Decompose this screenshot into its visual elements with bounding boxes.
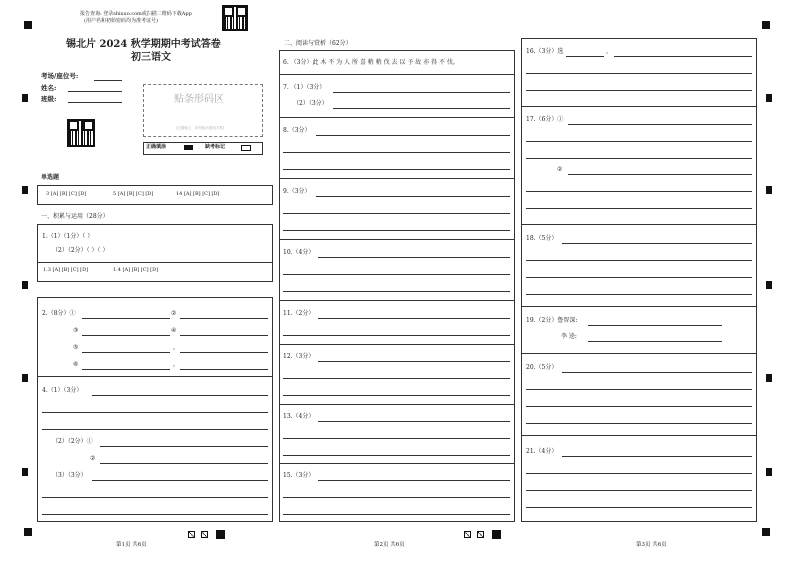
answer-line[interactable] [283, 152, 510, 153]
timing-mark [22, 186, 28, 194]
answer-line[interactable] [526, 490, 752, 491]
answer-line[interactable] [100, 463, 268, 464]
divider [279, 463, 515, 464]
field-class-input[interactable] [68, 102, 122, 103]
field-name-label: 姓名: [41, 84, 57, 92]
answer-line[interactable] [526, 406, 752, 407]
answer-line[interactable] [180, 335, 268, 336]
divider [521, 435, 757, 436]
divider [279, 239, 515, 240]
divider [279, 178, 515, 179]
page-footer: 第1页 共6页 [116, 542, 147, 548]
q2-divider [37, 376, 273, 377]
q15-label: 15.（3分） [283, 472, 315, 479]
answer-line[interactable] [614, 56, 752, 57]
divider [279, 117, 515, 118]
corner-mark [762, 21, 770, 29]
q17b-label: ② [557, 166, 563, 173]
answer-line[interactable] [283, 274, 510, 275]
answer-line[interactable] [526, 294, 752, 295]
q4-3-label: （3）（3分） [52, 472, 87, 479]
q2-mark: ④ [171, 327, 177, 334]
q2-comma: ， [173, 344, 180, 351]
q1-line1: 1.（1）（1分）（ ） [42, 233, 94, 240]
q16-label: 16.（3分）选 [526, 48, 564, 55]
q21-label: 21.（4分） [526, 448, 558, 455]
q7-1-label: 7. （1）（3分） [283, 84, 326, 91]
timing-mark [22, 374, 28, 382]
answer-line[interactable] [283, 455, 510, 456]
answer-line[interactable] [92, 480, 268, 481]
q13-label: 13.（4分） [283, 413, 315, 420]
corner-mark [24, 21, 32, 29]
q10-label: 10.（4分） [283, 249, 315, 256]
q9-label: 9.（3分） [283, 188, 311, 195]
answer-line[interactable] [318, 257, 510, 258]
answer-line[interactable] [318, 480, 510, 481]
answer-line[interactable] [333, 92, 510, 93]
answer-line[interactable] [42, 497, 268, 498]
fill-missing-label: 缺考标记 [205, 144, 226, 150]
page-footer: 第3页 共6页 [636, 542, 667, 548]
answer-line[interactable] [318, 361, 510, 362]
divider [279, 74, 515, 75]
timing-mark [766, 94, 772, 102]
answer-line[interactable] [316, 135, 510, 136]
answer-line[interactable] [526, 191, 752, 192]
q4-2b-label: ② [90, 455, 96, 462]
answer-line[interactable] [82, 369, 170, 370]
answer-line[interactable] [588, 325, 722, 326]
fill-missing-box[interactable] [241, 145, 251, 151]
q20-label: 20.（5分） [526, 364, 558, 371]
q6-text: 6. （3分）此 木 不 为 人 所 喜 稍 稍 伐 去 以 予 故 亦 得 不 伐。 [283, 59, 459, 66]
q16-comma: ， [606, 48, 613, 55]
answer-line[interactable] [526, 158, 752, 159]
answer-line[interactable] [566, 56, 604, 57]
q1-divider [37, 262, 273, 263]
answer-line[interactable] [283, 213, 510, 214]
mc-row-item[interactable]: 5 [A] [B] [C] [D] [113, 191, 154, 197]
q18-label: 18.（5分） [526, 235, 558, 242]
answer-line[interactable] [316, 196, 510, 197]
q2-label: 2.（8分）① [42, 310, 76, 317]
exam-title: 锡北片 2024 秋学期期中考试答卷 [66, 39, 221, 50]
section1-heading: 一、积累与运用（28分） [41, 213, 109, 220]
page-mark-fill [492, 530, 501, 539]
scan-note-sub: (用户名和初始密码均为准考证号) [84, 18, 158, 24]
timing-mark [766, 374, 772, 382]
col2-box [279, 50, 515, 522]
answer-line[interactable] [333, 108, 510, 109]
timing-mark [766, 186, 772, 194]
answer-line[interactable] [82, 352, 170, 353]
qr-code-icon[interactable] [222, 5, 248, 31]
answer-line[interactable] [526, 141, 752, 142]
q1-line2: （2）（2分）（ ）（ ） [52, 247, 109, 254]
answer-line[interactable] [82, 318, 170, 319]
answer-line[interactable] [180, 352, 268, 353]
answer-line[interactable] [562, 243, 752, 244]
field-class-label: 班级: [41, 95, 57, 103]
answer-line[interactable] [92, 395, 268, 396]
answer-line[interactable] [562, 456, 752, 457]
answer-line[interactable] [526, 90, 752, 91]
answer-line[interactable] [588, 341, 722, 342]
single-choice-heading: 单选题 [41, 174, 60, 181]
q4-1-label: 4.（1）（3分） [42, 387, 83, 394]
page-mark-icon [201, 531, 208, 538]
divider [521, 306, 757, 307]
answer-line[interactable] [526, 423, 752, 424]
q8-label: 8.（3分） [283, 127, 311, 134]
q12-label: 12.（3分） [283, 353, 315, 360]
mc-row2-item[interactable]: 1.3 [A] [B] [C] [D] [43, 267, 89, 273]
q4-2-label: （2）（2分）① [52, 438, 93, 445]
answer-line[interactable] [42, 514, 268, 515]
q2-mark: ③ [73, 327, 79, 334]
answer-line[interactable] [568, 124, 752, 125]
page-mark-icon [477, 531, 484, 538]
mc-row-item[interactable]: 3 [A] [B] [C] [D] [46, 191, 87, 197]
answer-line[interactable] [568, 174, 752, 175]
divider [521, 353, 757, 354]
timing-mark [766, 468, 772, 476]
fill-correct-label: 正确填涂 [146, 144, 167, 150]
fill-correct-sample [184, 145, 193, 150]
divider [279, 404, 515, 405]
answer-line[interactable] [318, 421, 510, 422]
section2-heading: 二、阅读与赏析（62分） [284, 40, 352, 47]
corner-mark [762, 528, 770, 536]
answer-line[interactable] [82, 335, 170, 336]
page-footer: 第2页 共6页 [374, 542, 405, 548]
answer-line[interactable] [283, 514, 510, 515]
student-qr-icon [67, 119, 95, 147]
divider [521, 224, 757, 225]
barcode-note: (正面朝上，切勿贴出虚线方框) [176, 126, 225, 130]
answer-line[interactable] [526, 73, 752, 74]
page-mark-fill [216, 530, 225, 539]
q2-mark: ② [171, 310, 177, 317]
answer-line[interactable] [526, 473, 752, 474]
answer-line[interactable] [283, 438, 510, 439]
q11-label: 11.（2分） [283, 310, 315, 317]
exam-subtitle: 初三语文 [131, 52, 171, 63]
divider [521, 106, 757, 107]
timing-mark [22, 281, 28, 289]
answer-line[interactable] [283, 169, 510, 170]
answer-line[interactable] [562, 372, 752, 373]
timing-mark [22, 94, 28, 102]
answer-line[interactable] [283, 378, 510, 379]
q19-label: 19.（2分）鲁智深: [526, 317, 578, 324]
answer-line[interactable] [526, 507, 752, 508]
answer-line[interactable] [180, 318, 268, 319]
q2-mark: ⑥ [73, 361, 79, 368]
answer-line[interactable] [42, 429, 268, 430]
divider [279, 344, 515, 345]
answer-line[interactable] [526, 208, 752, 209]
timing-mark [766, 281, 772, 289]
mc-row-item[interactable]: 14 [A] [B] [C] [D] [176, 191, 220, 197]
q7-2-label: （2）（3分） [293, 100, 328, 107]
answer-line[interactable] [526, 389, 752, 390]
timing-mark [22, 468, 28, 476]
field-seat-label: 考场/座位号: [41, 72, 79, 80]
divider [279, 300, 515, 301]
answer-line[interactable] [283, 497, 510, 498]
answer-line[interactable] [526, 260, 752, 261]
answer-line[interactable] [283, 230, 510, 231]
q17-label: 17.（6分）① [526, 116, 564, 123]
field-seat-input[interactable] [94, 80, 122, 81]
answer-line[interactable] [100, 446, 268, 447]
page-mark-icon [464, 531, 471, 538]
page-mark-icon [188, 531, 195, 538]
answer-line[interactable] [180, 369, 268, 370]
scan-note: 报告查询: 登录shixuo.com或扫描二维码下载App [80, 11, 192, 17]
answer-line[interactable] [283, 395, 510, 396]
q2-comma: ， [173, 361, 180, 368]
answer-line[interactable] [526, 277, 752, 278]
mc-row2-item[interactable]: 1.4 [A] [B] [C] [D] [113, 267, 159, 273]
q2-mark: ⑤ [73, 344, 79, 351]
answer-line[interactable] [318, 318, 510, 319]
field-name-input[interactable] [68, 91, 122, 92]
q19b-label: 李 逵: [561, 333, 577, 340]
barcode-label: 贴条形码区 [174, 94, 224, 105]
answer-line[interactable] [42, 412, 268, 413]
answer-line[interactable] [283, 291, 510, 292]
answer-line[interactable] [283, 335, 510, 336]
corner-mark [24, 528, 32, 536]
